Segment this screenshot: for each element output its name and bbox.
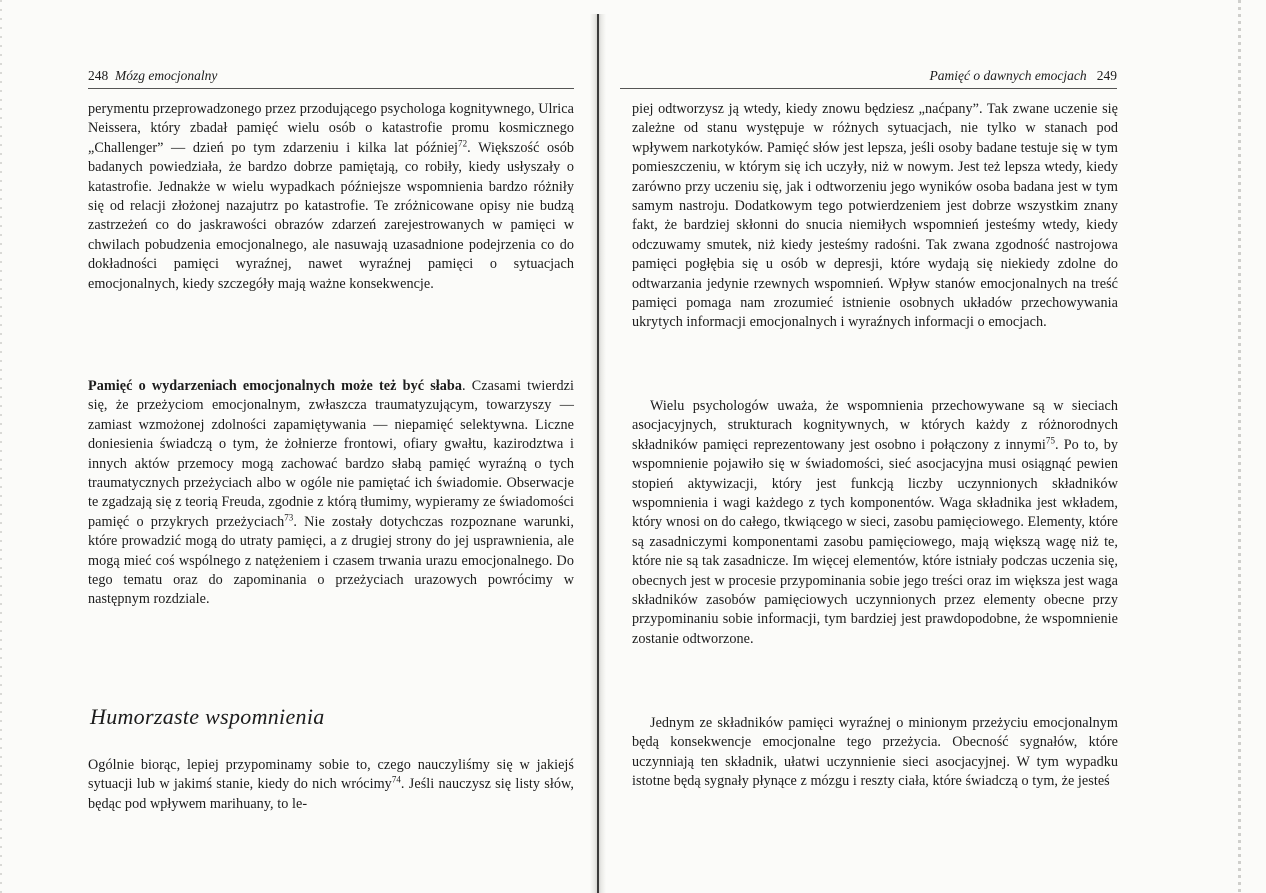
header-rule <box>620 88 1117 89</box>
left-paragraph-2 <box>88 377 574 610</box>
left-para1-cont: . Większość osób badanych powiedziała, że bardzo dobrze pamiętają, co robiły, kiedy usłyszały o katastrofie. Jednakże w wielu wypadkach późniejsze wspomnienia bardzo różniły się od relacji złożonej nazajutrz po katastrofie. Te zróżnicowane opisy nie budzą zastrzeżeń co do jaskrawości obrazów zdarzeń zarejestrowanych w pamięci w chwilach pobudzenia emocjonalnego, ale nasuwają uzasadnione podejrzenia co do dokładności pamięci wyraźnej, nawet wyraźnej pamięci o sytuacjach emocjonalnych, kiedy szczegóły mają ważne konsekwencje. <box>88 139 574 292</box>
right-page-header <box>620 68 1117 84</box>
left-para3-cont: . Jeśli nauczysz się listy słów, będąc pod wpływem marihuany, to le- <box>88 776 574 812</box>
header-rule <box>88 88 574 89</box>
left-para1-text: perymentu przeprowadzonego przez przodującego psychologa kognitywnego, Ulrica Neissera, który zbadał pamięć wielu osób o katastrofie promu kosmicznego „Challenger” — dzień po tym zdarzeniu i kilka lat później <box>88 101 574 156</box>
left-page-header <box>88 68 574 84</box>
right-para2-cont: . Po to, by wspomnienie pojawiło się w świadomości, sieć asocjacyjna musi osiągnąć pewien stopień aktywizacji, który jest funkcją liczby uczynnionych składników wspomnienia i wagi każdego z tych komponentów. Waga składnika jest wkładem, który wnosi on do całego, tkwiącego w sieci, zasobu pamięciowego. Elementy, które są zasadniczymi komponentami zasobu pamięciowego, mają większą wagę niż te, które nie są tak zasadnicze. Im więcej elementów, które istniały podczas uczenia się, obecnych jest w procesie przypominania sobie jego treści oraz im większa jest waga składników zasobów pamięciowych uczynnionych przez elementy obecne przy przypominaniu sobie informacji, tym bardziej jest prawdopodobne, że wspomnienie zostanie odtworzone. <box>632 436 1118 647</box>
left-running-title: Mózg emocjonalny <box>115 68 218 83</box>
left-paragraph-1 <box>88 100 574 294</box>
right-para1-text: piej odtworzysz ją wtedy, kiedy znowu będziesz „naćpany”. Tak zwane uczenie się zależne od stanu występuje w różnych sytuacjach, nie tylko w stanach pod wpływem narkotyków. Pamięć słów jest lepsza, jeśli osoby badane testuje się w tym pomieszczeniu, w którym się ich uczyły, niż w nowym. Jest też lepsza wtedy, kiedy zarówno przy uczeniu się, jak i odtworzeniu jego wyników osoba badana jest w tym samym nastroju. Dodatkowym tego potwierdzeniem jest dobrze wszystkim znany fakt, że bardziej skłonni do snucia niemiłych wspomnień jesteśmy wtedy, kiedy odczuwamy smutek, niż kiedy jesteśmy radośni. Tak zwana zgodność nastrojowa pamięci pogłębia się u osób w depresji, które wydają się niekiedy zdolne do odtwarzania jedynie rzewnych wspomnień. Wpływ stanów emocjonalnych na treść pamięci pomaga nam zrozumieć istnienie osobnych układów przechowywania ukrytych informacji emocjonalnych i wyraźnych informacji o emocjach. <box>632 101 1118 331</box>
bold-lead-period: . <box>462 378 466 394</box>
left-page-number: 248 <box>88 68 109 83</box>
right-paragraph-1 <box>632 100 1118 333</box>
left-para2-cont: . Nie zostały dotychczas rozpoznane warunki, które prowadzić mogą do utraty pamięci, a z drugiej strony do jej usprawnienia, ale mogą mieć coś wspólnego z natężeniem i czasem trwania urazu emocjonalnego. Do tego tematu oraz do zapominania o przeżyciach urazowych powrócimy w następnym rozdziale. <box>88 513 574 608</box>
right-para2-text: Wielu psychologów uważa, że wspomnienia przechowywane są w sieciach asocjacyjnych, strukturach kognitywnych, w których każdy z różnorodnych składników pamięci reprezentowany jest osobno i połączony z innymi <box>632 398 1118 453</box>
footnote-ref-75: 75 <box>1045 435 1056 446</box>
right-running-title: Pamięć o dawnych emocjach <box>929 68 1087 83</box>
right-page-number: 249 <box>1096 68 1117 83</box>
right-paragraph-2 <box>632 397 1118 649</box>
footnote-ref-72: 72 <box>458 138 468 149</box>
left-paragraph-3 <box>88 756 574 814</box>
right-paragraph-3 <box>632 714 1118 792</box>
left-para2-text: Czasami twierdzi się, że przeżyciom emocjonalnym, zwłaszcza traumatyzującym, towarzyszy — zamiast wzmożonej zdolności zapamiętywania — niepamięć selektywna. Liczne doniesienia świadczą o tym, że żołnierze frontowi, ofiary gwałtu, kazirodztwa i innych aktów przemocy mogą zachować bardzo słabą pamięć wyraźną o tych traumatycznych przeżyciach albo w ogóle nie pamiętać ich świadomie. Obserwacje te zgadzają się z teorią Freuda, zgodnie z którą tłumimy, wypieramy ze świadomości pamięć o przykrych przeżyciach <box>88 378 574 530</box>
left-para3-text: Ogólnie biorąc, lepiej przypominamy sobie to, czego nauczyliśmy się w jakiejś sytuacji lub w jakimś stanie, kiedy do nich wrócimy <box>88 757 574 793</box>
page-edge-right <box>1238 0 1241 893</box>
footnote-ref-74: 74 <box>391 774 401 785</box>
bold-lead-heading: Pamięć o wydarzeniach emocjonalnych może też być słaba <box>88 378 462 394</box>
footnote-ref-73: 73 <box>284 512 294 523</box>
left-page <box>0 0 596 893</box>
section-heading: Humorzaste wspomnienia <box>90 704 325 729</box>
right-para3-text: Jednym ze składników pamięci wyraźnej o minionym przeżyciu emocjonalnym będą konsekwencje emocjonalne tego przeżycia. Obecność sygnałów, które uczynniają ten składnik, ułatwi uczynnienie sieci asocjacyjnej. W tym wypadku istotne będą sygnały płynące z mózgu i reszty ciała, które świadczą o tym, że jesteś <box>632 715 1118 790</box>
